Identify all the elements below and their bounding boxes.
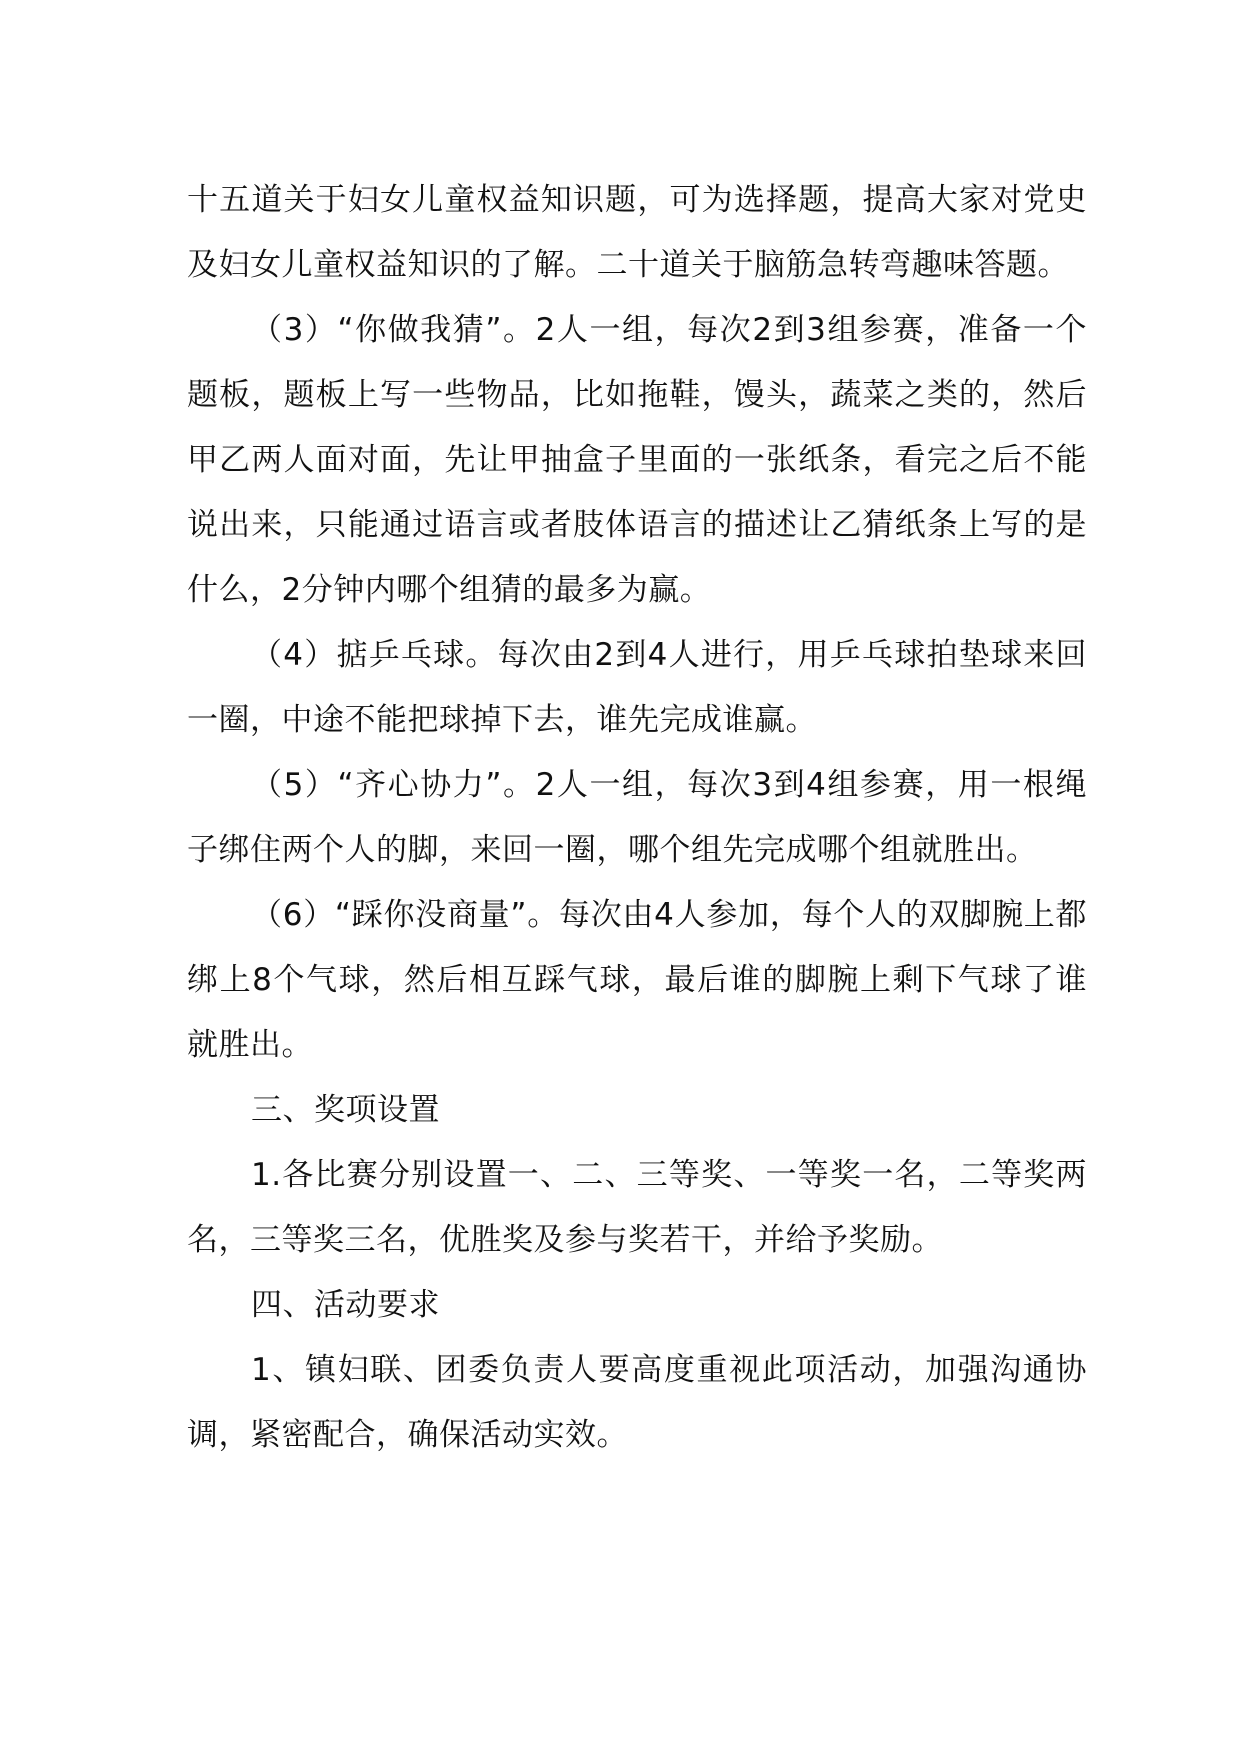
paragraph-game-3-charades: （3）“你做我猜”。2人一组，每次2到3组参赛，准备一个题板，题板上写一些物品，比如拖鞋，馒头，蔬菜之类的，然后甲乙两人面对面，先让甲抽盒子里面的一张纸条，看完之后不能说出来，只能通过语言或者肢体语言的描述让乙猜纸条上写的是什么，2分钟内哪个组猜的最多为赢。 (187, 312, 1087, 608)
paragraph-quiz-description: 十五道关于妇女儿童权益知识题，可为选择题，提高大家对党史及妇女儿童权益知识的了解。二十道关于脑筋急转弯趣味答题。 (187, 182, 1087, 283)
paragraph-requirement-1: 1、镇妇联、团委负责人要高度重视此项活动，加强沟通协调，紧密配合，确保活动实效。 (187, 1352, 1087, 1453)
paragraph-game-4-ping-pong: （4）掂乒乓球。每次由2到4人进行，用乒乓球拍垫球来回一圈，中途不能把球掉下去，谁先完成谁赢。 (187, 637, 1087, 738)
section-heading-requirements: 四、活动要求 (251, 1287, 440, 1323)
document-body (187, 168, 1087, 1468)
paragraph-game-5-three-legged: （5）“齐心协力”。2人一组，每次3到4组参赛，用一根绳子绑住两个人的脚，来回一圈，哪个组先完成哪个组就胜出。 (187, 767, 1087, 868)
paragraph-game-6-balloon-stomp: （6）“踩你没商量”。每次由4人参加，每个人的双脚腕上都绑上8个气球，然后相互踩气球，最后谁的脚腕上剩下气球了谁就胜出。 (187, 897, 1087, 1063)
section-heading-awards: 三、奖项设置 (251, 1092, 440, 1128)
paragraph-awards-detail: 1.各比赛分别设置一、二、三等奖、一等奖一名，二等奖两名，三等奖三名，优胜奖及参与奖若干，并给予奖励。 (187, 1157, 1087, 1258)
